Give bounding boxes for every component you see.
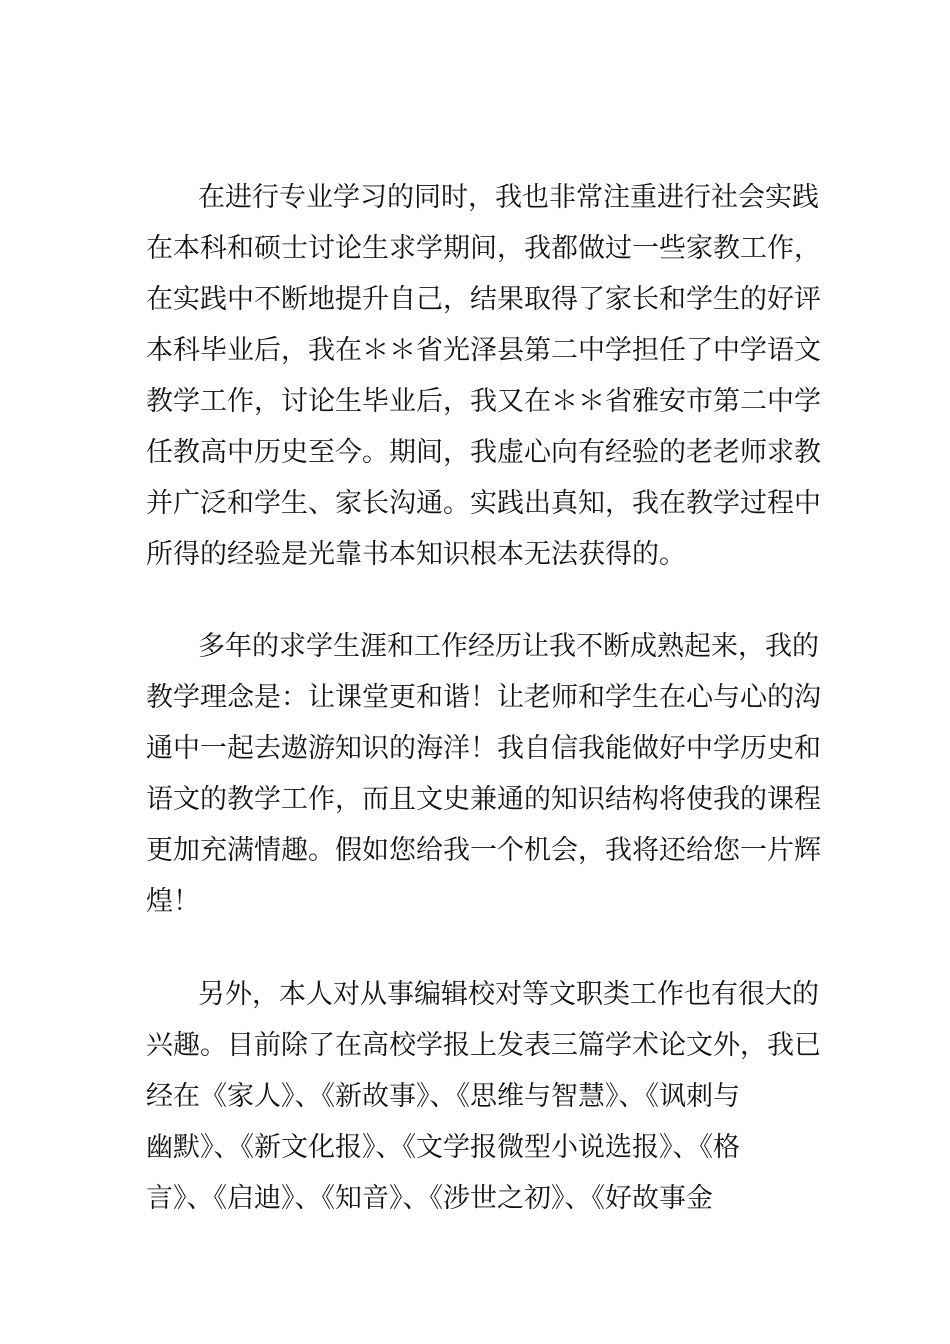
paragraph-1-line-5: 教学工作，讨论生毕业后，我又在＊＊省雅安市第二中学 xyxy=(146,386,821,417)
paragraph-3-line-4: 幽默》、《新文化报》、《文学报微型小说选报》、《格 xyxy=(146,1132,740,1163)
paragraph-1-line-6: 任教高中历史至今。期间，我虚心向有经验的老老师求教 xyxy=(146,437,821,468)
paragraph-2-line-4: 语文的教学工作，而且文史兼通的知识结构将使我的课程 xyxy=(146,784,821,815)
paragraph-3-line-5: 言》、《启迪》、《知音》、《涉世之初》、《好故事金 xyxy=(146,1183,713,1214)
paragraph-1-line-3: 在实践中不断地提升自己，结果取得了家长和学生的好评 xyxy=(146,284,821,315)
paragraph-2-line-2: 教学理念是：让课堂更和谐！让老师和学生在心与心的沟 xyxy=(146,682,821,713)
paragraph-3-line-1: 另外，本人对从事编辑校对等文职类工作也有很大的 xyxy=(198,979,819,1010)
paragraph-2-line-3: 通中一起去遨游知识的海洋！我自信我能做好中学历史和 xyxy=(146,733,821,764)
paragraph-3-line-3: 经在《家人》、《新故事》、《思维与智慧》、《讽刺与 xyxy=(146,1081,740,1112)
paragraph-3-line-2: 兴趣。目前除了在高校学报上发表三篇学术论文外，我已 xyxy=(146,1030,821,1061)
paragraph-2-line-1: 多年的求学生涯和工作经历让我不断成熟起来，我的 xyxy=(198,631,819,662)
paragraph-1-line-4: 本科毕业后，我在＊＊省光泽县第二中学担任了中学语文 xyxy=(146,335,821,366)
paragraph-1-line-1: 在进行专业学习的同时，我也非常注重进行社会实践 xyxy=(198,182,819,213)
paragraph-1-line-8: 所得的经验是光靠书本知识根本无法获得的。 xyxy=(146,539,686,570)
paragraph-1-line-7: 并广泛和学生、家长沟通。实践出真知，我在教学过程中 xyxy=(146,488,821,519)
paragraph-2-line-5: 更加充满情趣。假如您给我一个机会，我将还给您一片辉 xyxy=(146,835,821,866)
paragraph-1-line-2: 在本科和硕士讨论生求学期间，我都做过一些家教工作， xyxy=(146,233,821,264)
paragraph-2-line-6: 煌！ xyxy=(146,886,200,917)
